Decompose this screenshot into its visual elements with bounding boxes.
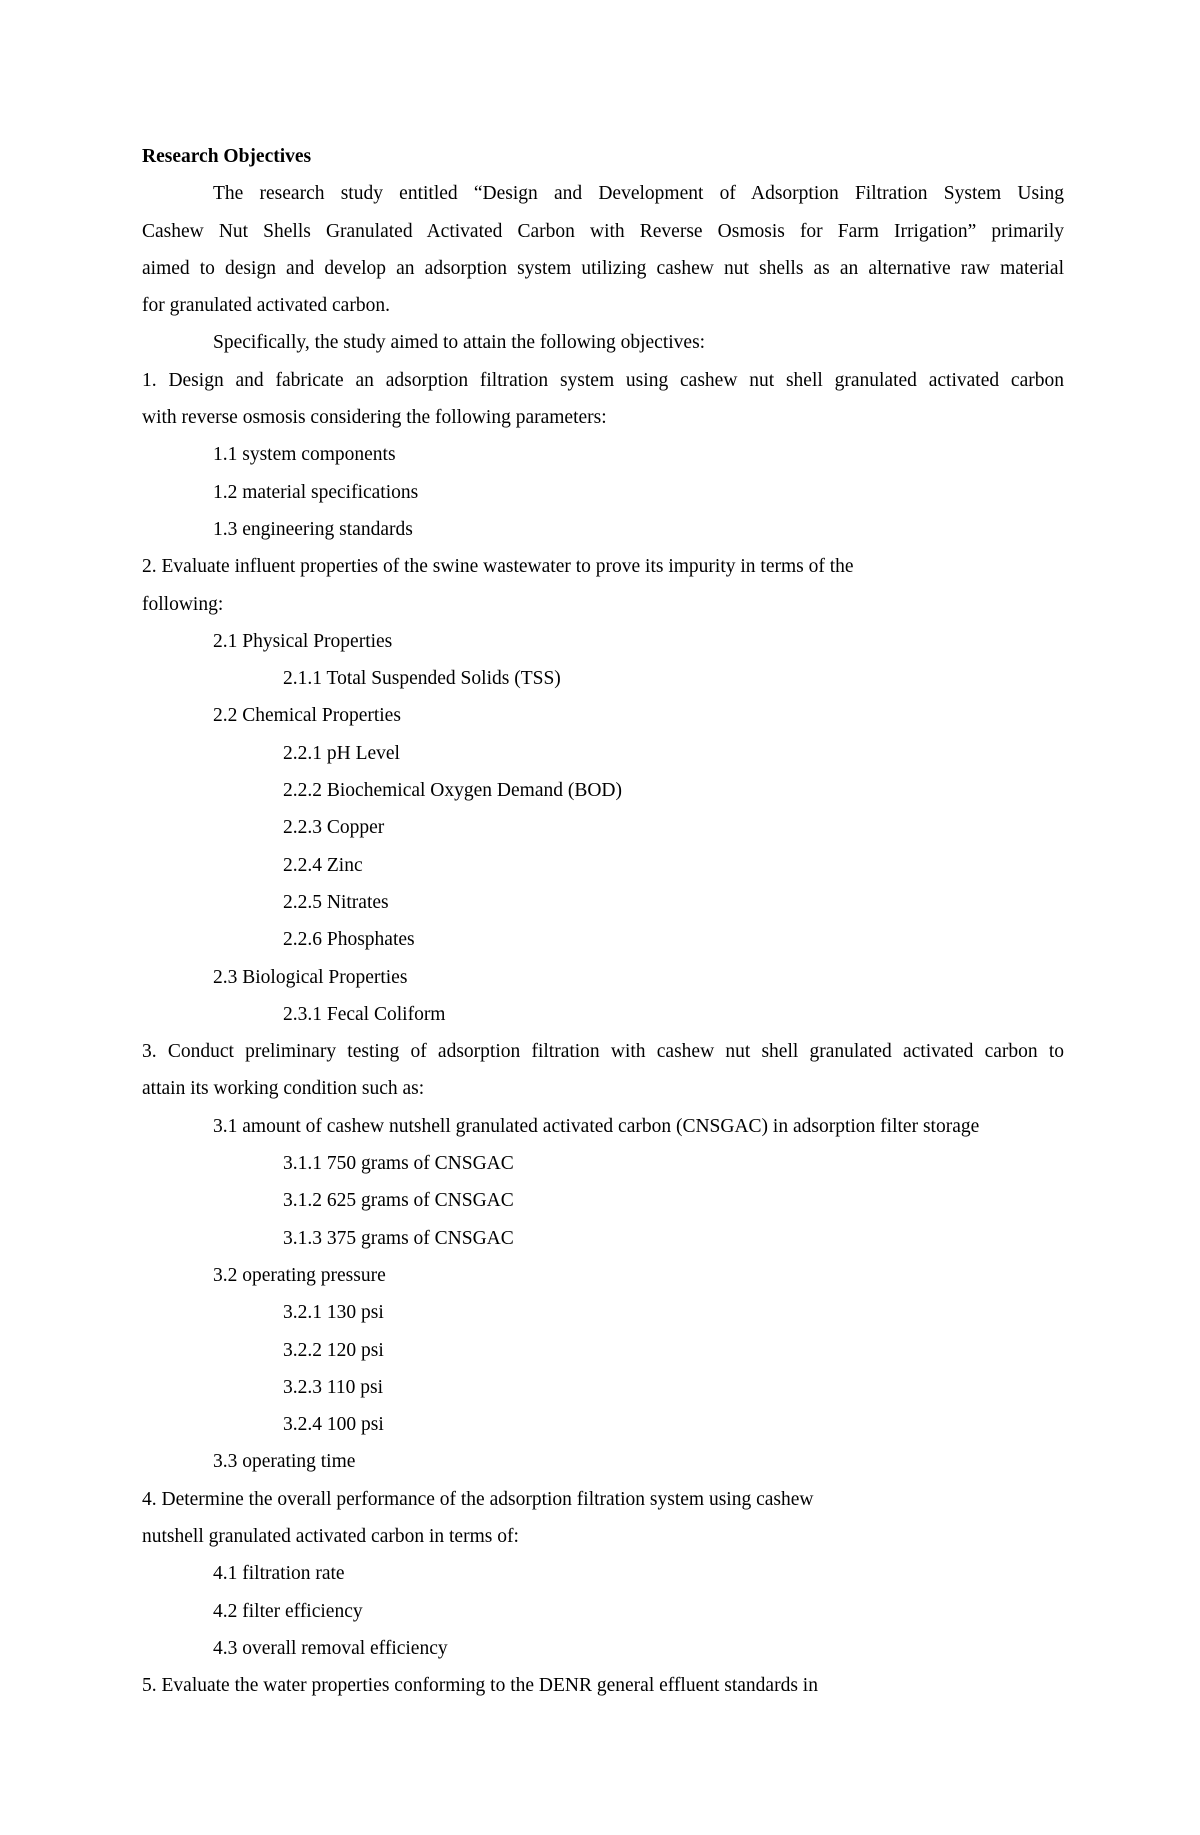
objective-3-line: 3. Conduct preliminary testing of adsorption filtration with cashew nut shell granulated activated carbon to [142, 1041, 1064, 1063]
objective-4-line: 4. Determine the overall performance of the adsorption filtration system using cashew [142, 1488, 814, 1510]
sub-list-item: 3.1.3 375 grams of CNSGAC [283, 1227, 514, 1249]
sub-list-item: 2.2.1 pH Level [283, 742, 400, 764]
sub-list-item: 3.2.2 120 psi [283, 1339, 384, 1361]
intro-line: for granulated activated carbon. [142, 295, 390, 317]
list-item: 3.3 operating time [213, 1451, 356, 1473]
objective-3-line: attain its working condition such as: [142, 1078, 425, 1100]
intro-line: The research study entitled “Design and Development of Adsorption Filtration System Using [213, 183, 1064, 205]
list-item: 1.1 system components [213, 444, 396, 466]
sub-list-item: 2.2.6 Phosphates [283, 929, 415, 951]
sub-list-item: 2.2.5 Nitrates [283, 891, 389, 913]
objective-1-line: with reverse osmosis considering the following parameters: [142, 407, 607, 429]
sub-list-item: 3.2.4 100 psi [283, 1414, 384, 1436]
objective-5-line: 5. Evaluate the water properties conforming to the DENR general effluent standards in [142, 1675, 818, 1697]
sub-list-item: 2.3.1 Fecal Coliform [283, 1003, 446, 1025]
objective-2-line: following: [142, 593, 224, 615]
objective-1-line: 1. Design and fabricate an adsorption filtration system using cashew nut shell granulated activated carbon [142, 369, 1064, 391]
objective-4-line: nutshell granulated activated carbon in terms of: [142, 1525, 519, 1547]
specific-intro: Specifically, the study aimed to attain the following objectives: [213, 332, 706, 354]
intro-line: Cashew Nut Shells Granulated Activated Carbon with Reverse Osmosis for Farm Irrigation” primarily [142, 220, 1064, 242]
list-item: 3.2 operating pressure [213, 1264, 386, 1286]
sub-list-item: 2.2.2 Biochemical Oxygen Demand (BOD) [283, 780, 623, 802]
sub-list-item: 2.2.3 Copper [283, 817, 385, 839]
list-item: 2.1 Physical Properties [213, 630, 393, 652]
list-item: 1.2 material specifications [213, 481, 419, 503]
list-item: 4.1 filtration rate [213, 1563, 345, 1585]
section-heading: Research Objectives [142, 146, 312, 167]
objective-2-line: 2. Evaluate influent properties of the swine wastewater to prove its impurity in terms of the [142, 556, 854, 578]
list-item: 4.3 overall removal efficiency [213, 1637, 448, 1659]
sub-list-item: 3.1.2 625 grams of CNSGAC [283, 1190, 514, 1212]
sub-list-item: 3.2.1 130 psi [283, 1302, 384, 1324]
document-body [142, 138, 1064, 1704]
list-item: 1.3 engineering standards [213, 518, 413, 540]
sub-list-item: 2.1.1 Total Suspended Solids (TSS) [283, 668, 561, 690]
sub-list-item: 3.1.1 750 grams of CNSGAC [283, 1153, 514, 1175]
list-item: 4.2 filter efficiency [213, 1600, 363, 1622]
sub-list-item: 3.2.3 110 psi [283, 1376, 384, 1398]
list-item: 3.1 amount of cashew nutshell granulated activated carbon (CNSGAC) in adsorption filter storage [213, 1115, 980, 1137]
list-item: 2.2 Chemical Properties [213, 705, 401, 727]
list-item: 2.3 Biological Properties [213, 966, 408, 988]
intro-line: aimed to design and develop an adsorption system utilizing cashew nut shells as an alternative raw material [142, 257, 1064, 279]
sub-list-item: 2.2.4 Zinc [283, 854, 363, 876]
